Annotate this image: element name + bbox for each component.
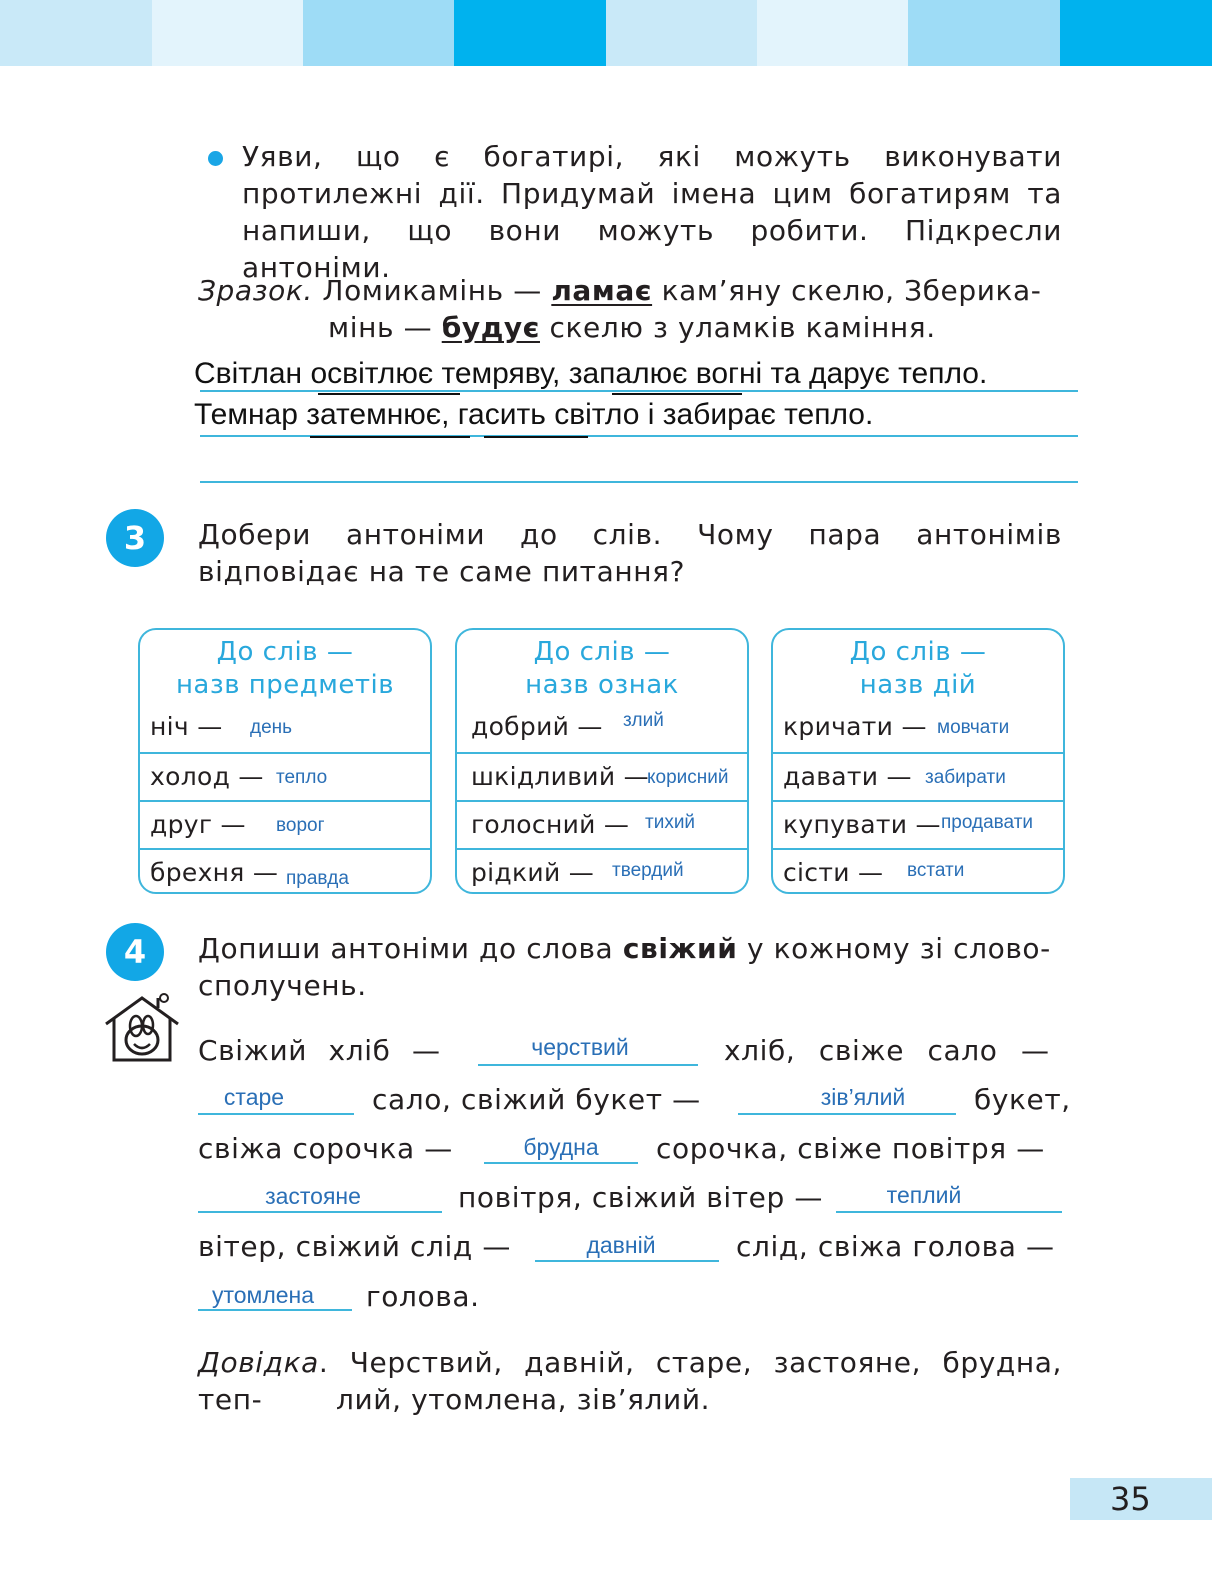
blank-answer: зів’ялий <box>820 1084 906 1110</box>
answer-blank <box>478 1064 698 1066</box>
example-part2: кам’яну скелю, Зберика- <box>652 274 1042 307</box>
table-row <box>773 848 1063 894</box>
task-number: 4 <box>123 933 147 971</box>
table-header-line: назв дій <box>859 670 977 700</box>
table-word: шкідливий — <box>471 762 649 791</box>
table-row <box>457 752 747 800</box>
page-number-text: 35 <box>1110 1480 1151 1518</box>
exercise-text: хліб, свіже сало — <box>724 1034 1050 1067</box>
table-answer: правда <box>286 868 349 889</box>
page-number <box>1070 1478 1212 1520</box>
table-row <box>140 704 430 752</box>
example-block <box>198 272 1062 309</box>
header-segment <box>908 0 1060 66</box>
example-label: Зразок. <box>198 274 313 307</box>
table-word: купувати — <box>783 810 941 839</box>
handwritten-text: Світлан освітлює темряву, запалює вогні та дарує тепло. <box>194 357 988 390</box>
table-word: рідкий — <box>471 858 595 887</box>
reference-text: . Черствий, давній, старе, застояне, брудна, теп- <box>198 1346 1062 1416</box>
reference-text: лий, утомлена, зів’ялий. <box>336 1383 711 1416</box>
table-header-line: До слів — <box>216 637 354 667</box>
table-word: кричати — <box>783 712 927 741</box>
table-header <box>773 636 1063 702</box>
handwritten-answer-line <box>194 398 873 432</box>
header-segment <box>303 0 454 66</box>
handwritten-text: Темнар затемнює, гасить світло і забирає тепло. <box>194 398 874 431</box>
header-segment <box>152 0 303 66</box>
table-row <box>140 752 430 800</box>
example-part1: Ломикамінь — <box>312 274 552 307</box>
example-bold-word: ламає <box>551 274 653 307</box>
blank-answer: старе <box>223 1084 285 1110</box>
table-word: давати — <box>783 762 912 791</box>
exercise-text: букет, <box>974 1083 1071 1116</box>
writing-line <box>200 481 1078 483</box>
reference-block-line2 <box>336 1381 710 1418</box>
answer-blank <box>738 1113 956 1115</box>
table-row <box>140 800 430 848</box>
header-color-bar <box>0 0 1212 66</box>
antonym-underline <box>484 436 588 438</box>
example-block-line2 <box>328 309 1068 346</box>
reference-label: Довідка <box>198 1346 319 1379</box>
table-word: брехня — <box>150 858 279 887</box>
exercise-text: сало, свіжий букет — <box>372 1083 701 1116</box>
antonym-underline <box>612 393 742 395</box>
answer-blank <box>484 1162 638 1164</box>
blank-answer: теплий <box>886 1182 962 1208</box>
antonym-table-nouns <box>138 628 432 894</box>
antonym-table-adjectives <box>455 628 749 894</box>
task4-instruction <box>198 930 1062 967</box>
table-word: сісти — <box>783 858 884 887</box>
table-row <box>773 752 1063 800</box>
handwritten-answer-line <box>194 357 987 391</box>
table-answer: тихий <box>645 812 696 833</box>
table-row <box>457 800 747 848</box>
blank-answer: утомлена <box>211 1282 315 1308</box>
table-header <box>140 636 430 702</box>
table-row <box>773 800 1063 848</box>
table-word: друг — <box>150 810 246 839</box>
antonym-underline <box>318 393 460 395</box>
task4-text: сполучень. <box>198 969 367 1002</box>
table-answer: встати <box>907 860 965 881</box>
exercise-text: Свіжий хліб — <box>198 1034 441 1067</box>
table-answer: мовчати <box>937 717 1010 738</box>
table-word: холод — <box>150 762 264 791</box>
answer-blank <box>535 1260 719 1262</box>
header-segment <box>606 0 757 66</box>
task-number-badge <box>106 923 164 981</box>
table-word: ніч — <box>150 712 223 741</box>
table-answer: забирати <box>925 767 1006 788</box>
exercise-text: вітер, свіжий слід — <box>198 1230 511 1263</box>
table-answer: корисний <box>647 767 729 788</box>
task-number: 3 <box>123 519 147 557</box>
task4-text: Допиши антоніми до слова <box>198 932 623 965</box>
table-header-line: До слів — <box>849 637 987 667</box>
antonym-table-verbs <box>771 628 1065 894</box>
bullet-instruction <box>242 138 1062 286</box>
answer-blank <box>198 1113 354 1115</box>
table-answer: твердий <box>612 860 684 881</box>
table-row <box>457 848 747 894</box>
example-bold-word: будує <box>441 311 540 344</box>
task-number-badge <box>106 509 164 567</box>
header-segment <box>1060 0 1212 66</box>
task4-instruction-line2 <box>198 967 367 1004</box>
task3-text: Добери антоніми до слів. Чому пара антонімів відповідає на те саме питання? <box>198 518 1062 588</box>
task3-instruction <box>198 516 1062 590</box>
table-header-line: назв предметів <box>175 670 395 700</box>
exercise-text: свіжа сорочка — <box>198 1132 453 1165</box>
table-header-line: До слів — <box>533 637 671 667</box>
blank-answer: брудна <box>523 1134 599 1160</box>
table-answer: тепло <box>276 767 328 788</box>
example-part3: мінь — <box>328 311 442 344</box>
task4-text: у кожному зі слово- <box>737 932 1051 965</box>
answer-blank <box>836 1211 1062 1213</box>
bullet-text: Уяви, що є богатирі, які можуть виконувати протилежні дії. Придумай імена цим богатирям та напиши, що вони можуть робити. Підкресли антоніми. <box>242 140 1062 284</box>
blank-answer: черствий <box>531 1034 629 1060</box>
table-word: голосний — <box>471 810 630 839</box>
exercise-text: повітря, свіжий вітер — <box>458 1181 823 1214</box>
table-row <box>140 848 430 894</box>
exercise-text: слід, свіжа голова — <box>736 1230 1055 1263</box>
table-word: добрий — <box>471 712 603 741</box>
table-answer: день <box>250 717 293 738</box>
header-segment <box>454 0 606 66</box>
table-header <box>457 636 747 702</box>
header-segment <box>0 0 152 66</box>
table-header-line: назв ознак <box>525 670 679 700</box>
blank-answer: давній <box>586 1232 656 1258</box>
antonym-underline <box>310 436 470 438</box>
table-row <box>773 704 1063 752</box>
table-answer: злий <box>623 710 664 731</box>
exercise-text: голова. <box>366 1280 480 1313</box>
task4-key-word: свіжий <box>622 932 738 965</box>
table-answer: ворог <box>276 815 325 836</box>
exercise-text: сорочка, свіже повітря — <box>656 1132 1045 1165</box>
answer-blank <box>198 1309 352 1311</box>
blank-answer: застояне <box>265 1183 361 1209</box>
table-answer: продавати <box>941 812 1034 833</box>
header-segment <box>757 0 908 66</box>
answer-blank <box>198 1211 442 1213</box>
bullet-icon <box>208 151 223 166</box>
example-part4: скелю з уламків каміння. <box>539 311 936 344</box>
homework-house-icon <box>102 992 182 1064</box>
table-row <box>457 704 747 752</box>
